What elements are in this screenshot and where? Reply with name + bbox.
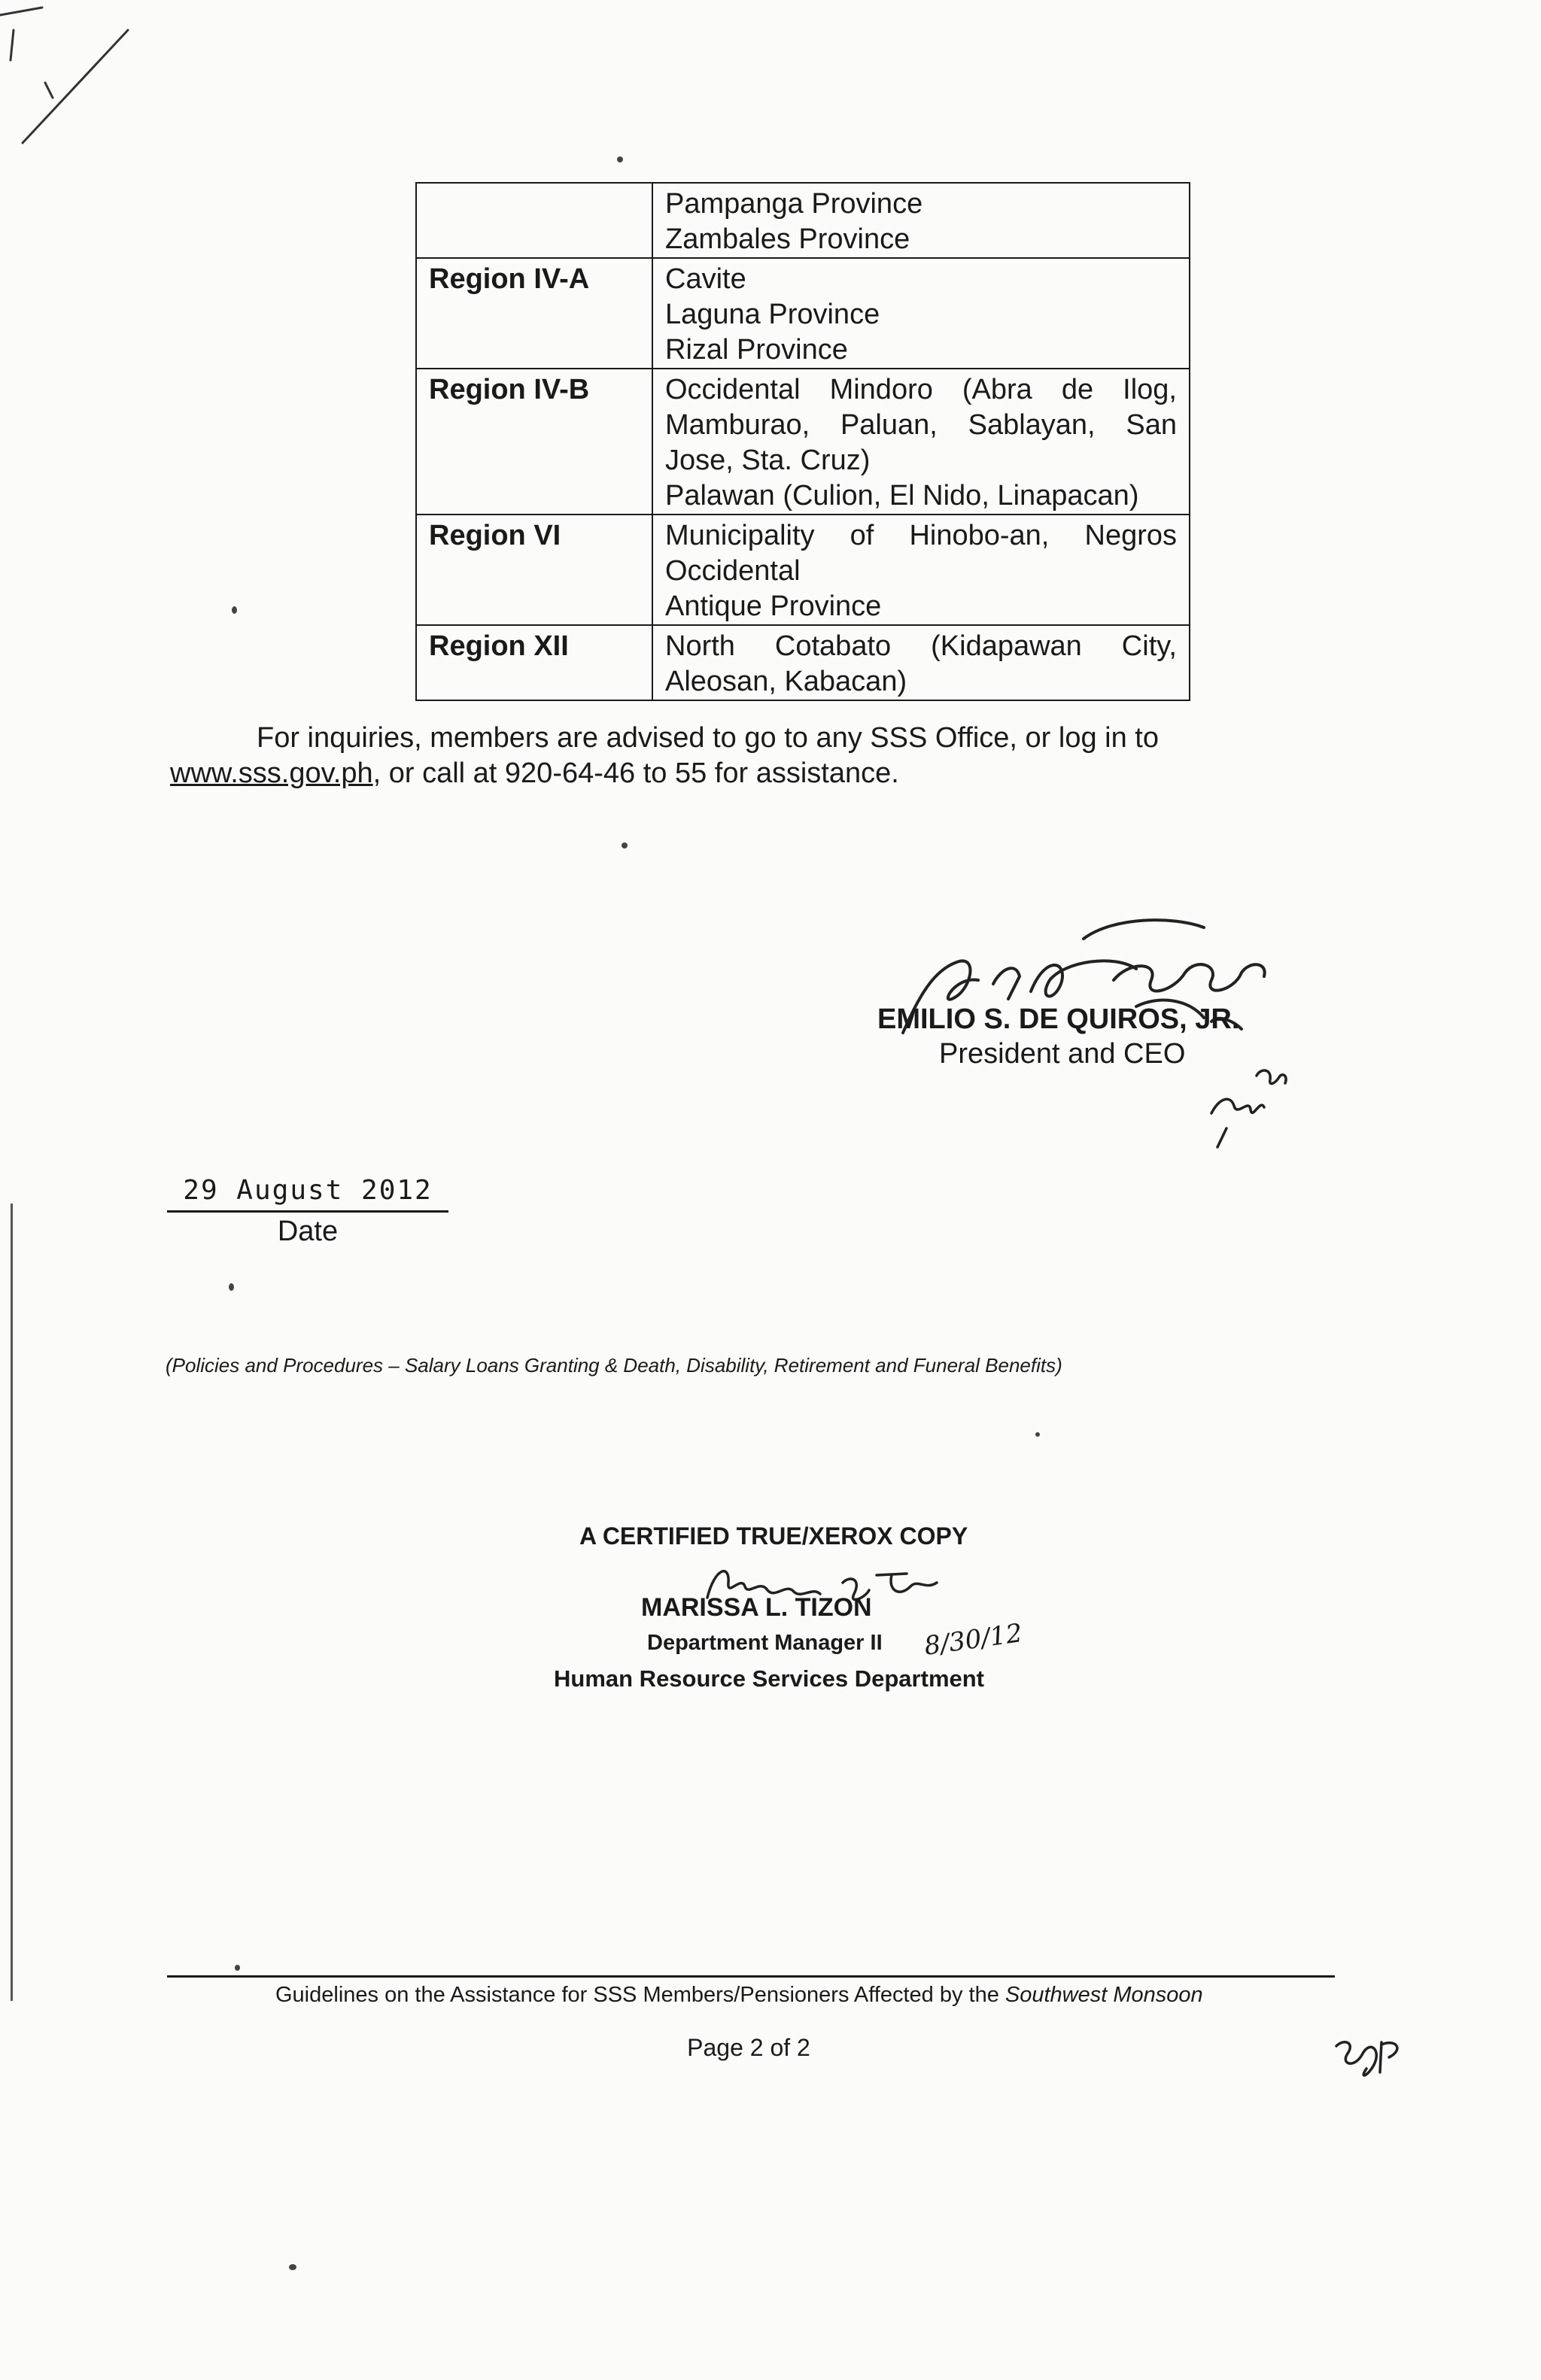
region-areas-cell [652, 515, 1190, 625]
certifier-role: Department Manager II [647, 1631, 883, 1655]
certification-heading: A CERTIFIED TRUE/XEROX COPY [579, 1522, 968, 1550]
region-name-cell [416, 183, 652, 258]
region-areas-cell [652, 625, 1190, 700]
region-row [416, 515, 1190, 625]
date-value: 29 August 2012 [167, 1175, 448, 1213]
region-areas-cell [652, 183, 1190, 258]
page-number: Page 2 of 2 [687, 2034, 810, 2061]
certifier-name: MARISSA L. TIZON [641, 1593, 872, 1622]
scan-speck [1035, 1432, 1040, 1437]
region-row [416, 258, 1190, 369]
initials-mark [1204, 1053, 1294, 1151]
area-entry: Municipality of Hinobo-an, Negros Occidental [665, 520, 1177, 587]
area-entry: Rizal Province [665, 334, 848, 366]
area-entry: Laguna Province [665, 299, 880, 330]
footer-initials [1329, 2031, 1412, 2084]
scan-speck [289, 2264, 296, 2270]
area-entry: Occidental Mindoro (Abra de Ilog, Mamburao, Paluan, Sablayan, San Jose, Sta. Cruz) [665, 374, 1177, 476]
inquiry-line-2: , or call at 920-64-46 to 55 for assistance. [372, 757, 899, 789]
handwritten-date: 8/30/12 [922, 1618, 1025, 1662]
left-scan-edge [11, 1204, 13, 2001]
region-row [416, 625, 1190, 700]
scan-speck [617, 156, 623, 162]
region-name-cell: Region VI [416, 515, 652, 625]
sss-website-link[interactable]: www.sss.gov.ph [170, 757, 373, 789]
region-table [415, 182, 1190, 701]
scan-speck [232, 606, 237, 614]
area-entry: Palawan (Culion, El Nido, Linapacan) [665, 480, 1139, 512]
area-entry: Cavite [665, 263, 746, 295]
inquiry-line-1: For inquiries, members are advised to go to any SSS Office, or log in to [257, 722, 1159, 754]
date-label: Date [277, 1216, 339, 1247]
area-entry: Pampanga Province [665, 188, 923, 220]
footer-divider [167, 1975, 1335, 1978]
region-areas-cell [652, 258, 1190, 369]
region-areas-cell [652, 369, 1190, 515]
footer-title-italic: Southwest Monsoon [1005, 1983, 1203, 2007]
scan-speck [229, 1283, 234, 1291]
inquiry-paragraph [170, 721, 1208, 791]
signatory-title: President and CEO [939, 1038, 1186, 1070]
footer-title [275, 1983, 1203, 2008]
region-row [416, 183, 1190, 258]
scan-speck [235, 1965, 240, 1971]
certifier-department: Human Resource Services Department [554, 1665, 985, 1692]
policies-note: (Policies and Procedures – Salary Loans Granting & Death, Disability, Retirement and Funeral Benefits) [166, 1354, 1062, 1377]
region-name-cell: Region IV-B [416, 369, 652, 515]
region-name-cell: Region XII [416, 625, 652, 700]
area-entry: Antique Province [665, 590, 882, 622]
signatory-name: EMILIO S. DE QUIROS, JR. [877, 1003, 1240, 1035]
scan-speck [622, 842, 628, 848]
scan-corner-marks [0, 0, 150, 150]
area-entry: Zambales Province [665, 223, 910, 255]
region-name-cell: Region IV-A [416, 258, 652, 369]
region-row [416, 369, 1190, 515]
date-block [167, 1175, 448, 1248]
footer-title-plain: Guidelines on the Assistance for SSS Members/Pensioners Affected by the [275, 1983, 1005, 2007]
area-entry: North Cotabato (Kidapawan City, Aleosan, Kabacan) [665, 630, 1177, 697]
